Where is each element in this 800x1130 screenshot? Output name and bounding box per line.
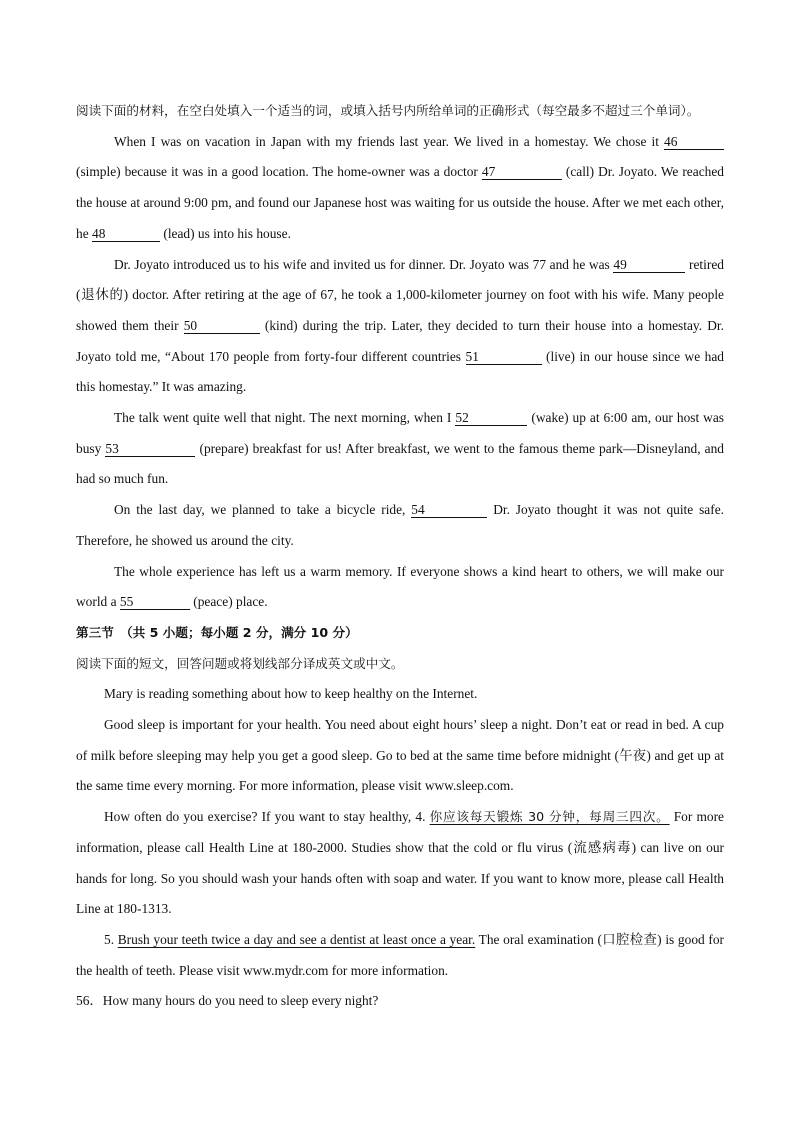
instruction-reading: 阅读下面的短文，回答问题或将划线部分译成英文或中文。 [76, 655, 404, 671]
blank-47[interactable]: 47 [482, 164, 562, 180]
blank-50[interactable]: 50 [184, 318, 260, 334]
blank-46[interactable]: 46 [664, 134, 724, 150]
section-3-heading: 第三节 （共 5 小题；每小题 2 分，满分 10 分） [76, 624, 358, 640]
document-page [76, 96, 724, 1017]
text: When I was on vacation in Japan with my friends last year. We lived in a homestay. We chose it [114, 133, 659, 149]
text: On the last day, we planned to take a bicycle ride, [114, 502, 406, 518]
text: (wake) up at 6:00 am, our host was busy [76, 410, 725, 456]
text: For more information, please call Health Line at 180-2000. Studies show that the cold or flu virus (流感病毒) can live on our hands for long. So you should wash your hands often with soap and water. If you want to know more, please call Health Line at 180-1313. [76, 809, 724, 917]
text: (live) in our house since we had this homestay.” It was amazing. [76, 348, 724, 395]
text: (lead) us into his house. [163, 225, 291, 241]
cloze-paragraph-4 [76, 495, 724, 556]
reading-paragraph-2: Good sleep is important for your health. You need about eight hours’ sleep a night. Don’t eat or read in bed. A cup of milk before sleeping may help you get a good sleep. Go to bed at the same time before midnight (午夜) and get up at the same time every morning. For more information, please visit www.sleep.com. [76, 717, 724, 794]
blank-53[interactable]: 53 [105, 441, 195, 457]
cloze-paragraph-3 [76, 403, 724, 495]
blank-51[interactable]: 51 [466, 349, 542, 365]
blank-49[interactable]: 49 [613, 257, 685, 273]
blank-48[interactable]: 48 [92, 226, 160, 242]
text: (call) Dr. Joyato. We reached the house at around 9:00 pm, and found our Japanese host was waiting for us outside the house. After we met each other, he [76, 164, 724, 241]
reading-paragraph-4 [76, 925, 724, 986]
blank-55[interactable]: 55 [120, 594, 190, 610]
blank-54[interactable]: 54 [411, 502, 487, 518]
reading-paragraph-3 [76, 802, 724, 925]
blank-52[interactable]: 52 [455, 410, 527, 426]
text: The talk went quite well that night. The next morning, when I [114, 410, 452, 426]
text: (simple) because it was in a good location. The home-owner was a doctor [76, 164, 478, 180]
cloze-paragraph-1 [76, 127, 724, 250]
underlined-translation-5: Brush your teeth twice a day and see a dentist at least once a year. [117, 931, 476, 947]
text: Dr. Joyato introduced us to his wife and invited us for dinner. Dr. Joyato was 77 and he was [114, 256, 610, 272]
text: The oral examination (口腔检查) is good for the health of teeth. Please visit www.mydr.com for more information. [76, 931, 725, 978]
text: The whole experience has left us a warm memory. If everyone shows a kind heart to others, we will make our world a [76, 563, 724, 610]
text: (kind) during the trip. Later, they decided to turn their house into a homestay. Dr. Joyato told me, “About 170 people from forty-four different countries [76, 317, 724, 364]
text: Dr. Joyato thought it was not quite safe. Therefore, he showed us around the city. [76, 502, 725, 548]
text: How often do you exercise? If you want to stay healthy, 4. [104, 809, 426, 825]
instruction-cloze: 阅读下面的材料，在空白处填入一个适当的词，或填入括号内所给单词的正确形式（每空最多不超过三个单词）。 [76, 103, 700, 118]
text: (peace) place. [193, 594, 268, 610]
reading-paragraph-1: Mary is reading something about how to keep healthy on the Internet. [104, 686, 478, 702]
cloze-paragraph-5 [76, 557, 724, 618]
underlined-translation-4: 你应该每天锻炼 30 分钟，每周三四次。 [429, 809, 670, 825]
text: 5. [104, 931, 115, 947]
cloze-paragraph-2 [76, 250, 724, 404]
question-56: 56．How many hours do you need to sleep every night? [76, 993, 379, 1009]
text: retired (退休的) doctor. After retiring at the age of 67, he took a 1,000-kilometer journey on foot with his wife. Many people showed them their [76, 256, 724, 333]
text: (prepare) breakfast for us! After breakfast, we went to the famous theme park—Disneyland, and had so much fun. [76, 440, 724, 487]
